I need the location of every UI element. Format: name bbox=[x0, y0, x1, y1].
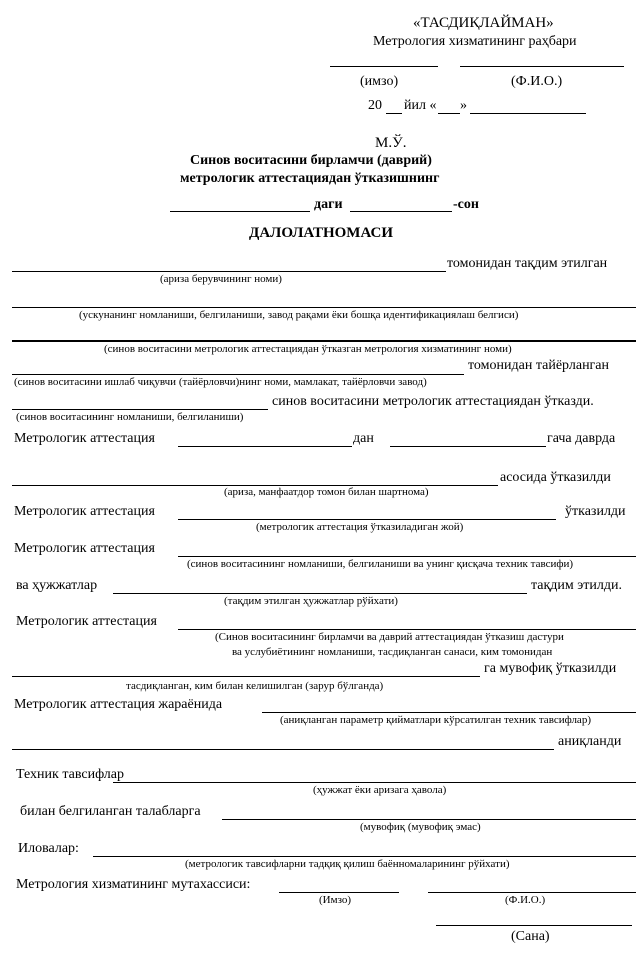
specs-hint: (ҳужжат ёки аризага ҳавола) bbox=[313, 784, 447, 796]
equipment-line[interactable] bbox=[12, 307, 636, 308]
approval-details-hint: тасдиқланган, ким билан келишилган (зарур бўлганда) bbox=[126, 680, 384, 692]
manufacturer-text: томонидан тайёрланган bbox=[468, 358, 610, 373]
equipment-hint: (ускунанинг номланиши, белгиланиши, завод рақами ёки бошқа идентификациялаш белгиси) bbox=[79, 309, 519, 321]
program-compliance-text: га мувофиқ ўтказилди bbox=[484, 661, 617, 676]
basis-text: асосида ўтказилди bbox=[500, 470, 611, 485]
applicant-text: томонидан тақдим этилган bbox=[447, 256, 608, 271]
specialist-sign-hint: (Имзо) bbox=[319, 894, 352, 906]
approval-fio-line[interactable] bbox=[460, 66, 624, 67]
device-attest-text: синов воситасини метрологик аттестациядан ўтказди. bbox=[272, 394, 594, 409]
applicant-line[interactable] bbox=[12, 271, 446, 272]
approval-details-line[interactable] bbox=[12, 676, 480, 677]
heading-line1: Синов воситасини бирламчи (даврий) bbox=[190, 153, 432, 168]
approval-sign-line[interactable] bbox=[330, 66, 438, 67]
date-hint: (Сана) bbox=[511, 929, 550, 944]
documents-text: тақдим этилди. bbox=[531, 578, 622, 593]
documents-label: ва ҳужжатлар bbox=[16, 578, 98, 593]
specialist-label: Метрология хизматининг мутахассиси: bbox=[16, 877, 251, 892]
attachments-label: Иловалар: bbox=[18, 841, 79, 856]
act-date-line[interactable] bbox=[170, 211, 310, 212]
requirements-label: билан белгиланган талабларга bbox=[20, 804, 201, 819]
requirements-line[interactable] bbox=[222, 819, 636, 820]
specialist-fio-line[interactable] bbox=[428, 892, 636, 893]
approval-sign-label: (имзо) bbox=[360, 74, 399, 89]
period-from-text: дан bbox=[353, 431, 374, 446]
documents-line[interactable] bbox=[113, 593, 527, 594]
service-line[interactable] bbox=[12, 340, 636, 342]
specialist-fio-hint: (Ф.И.О.) bbox=[505, 894, 546, 906]
device-name-hint: (синов воситасининг номланиши, белгиланиши) bbox=[16, 411, 244, 423]
place-line[interactable] bbox=[178, 519, 556, 520]
approval-year-close: » bbox=[460, 98, 467, 113]
heading-dagi: даги bbox=[314, 197, 343, 212]
approval-year-prefix: 20 bbox=[368, 98, 382, 113]
process-line[interactable] bbox=[262, 712, 636, 713]
service-hint: (синов воситасини метрологик аттестациядан ўтказган метрология хизматининг номи) bbox=[104, 343, 512, 355]
approval-subtitle: Метрология хизматининг раҳбари bbox=[373, 34, 577, 49]
program-hint-1: (Синов воситасининг бирламчи ва даврий аттестациядан ўтказиш дастури bbox=[215, 631, 564, 643]
approval-year-mid: йил « bbox=[404, 98, 437, 113]
specialist-sign-line[interactable] bbox=[279, 892, 399, 893]
requirements-hint: (мувофиқ (мувофиқ эмас) bbox=[360, 821, 481, 833]
specs-label: Техник тавсифлар bbox=[16, 767, 124, 782]
determined-line[interactable] bbox=[12, 749, 554, 750]
place-label: Метрологик аттестация bbox=[14, 504, 155, 519]
attachments-line[interactable] bbox=[93, 856, 636, 857]
manufacturer-line[interactable] bbox=[12, 374, 464, 375]
period-from-line[interactable] bbox=[178, 446, 352, 447]
period-to-text: гача даврда bbox=[547, 431, 616, 446]
place-text: ўтказилди bbox=[565, 504, 626, 519]
place-hint: (метрологик аттестация ўтказиладиган жой) bbox=[256, 521, 464, 533]
applicant-hint: (ариза берувчининг номи) bbox=[160, 273, 282, 285]
process-hint: (аниқланган параметр қийматлари кўрсатилган техник тавсифлар) bbox=[280, 714, 591, 726]
act-number-line[interactable] bbox=[350, 211, 452, 212]
program-line[interactable] bbox=[178, 629, 636, 630]
heading-line2: метрологик аттестациядан ўтказишнинг bbox=[180, 171, 440, 186]
attachments-hint: (метрологик тавсифларни тадқиқ қилиш баённомаларининг рўйхати) bbox=[185, 858, 510, 870]
period-to-line[interactable] bbox=[390, 446, 546, 447]
heading-son: -сон bbox=[453, 197, 479, 212]
heading-title: ДАЛОЛАТНОМАСИ bbox=[249, 225, 394, 241]
approval-year-line[interactable] bbox=[386, 113, 402, 114]
period-label: Метрологик аттестация bbox=[14, 431, 155, 446]
documents-hint: (тақдим этилган ҳужжатлар рўйхати) bbox=[224, 595, 398, 607]
approval-fio-label: (Ф.И.О.) bbox=[511, 74, 563, 89]
determined-text: аниқланди bbox=[558, 734, 622, 749]
process-label: Метрологик аттестация жараёнида bbox=[14, 697, 223, 712]
program-hint-2: ва услубиётининг номланиши, тасдиқланган санаси, ким томонидан bbox=[232, 646, 553, 658]
basis-hint: (ариза, манфаатдор томон билан шартнома) bbox=[224, 486, 429, 498]
device-spec-hint: (синов воситасининг номланиши, белгиланиши ва унинг қисқача техник тавсифи) bbox=[187, 558, 574, 570]
device-name-line[interactable] bbox=[12, 409, 268, 410]
program-label: Метрологик аттестация bbox=[16, 614, 157, 629]
device-label: Метрологик аттестация bbox=[14, 541, 155, 556]
approval-title: «ТАСДИҚЛАЙМАН» bbox=[413, 15, 554, 31]
date-line[interactable] bbox=[436, 925, 632, 926]
device-spec-line[interactable] bbox=[178, 556, 636, 557]
stamp-place: М.Ў. bbox=[375, 135, 407, 151]
specs-line[interactable] bbox=[113, 782, 636, 783]
approval-day-line[interactable] bbox=[438, 113, 460, 114]
manufacturer-hint: (синов воситасини ишлаб чиқувчи (тайёрловчи)нинг номи, мамлакат, тайёрловчи завод) bbox=[14, 376, 427, 388]
approval-month-line[interactable] bbox=[470, 113, 586, 114]
